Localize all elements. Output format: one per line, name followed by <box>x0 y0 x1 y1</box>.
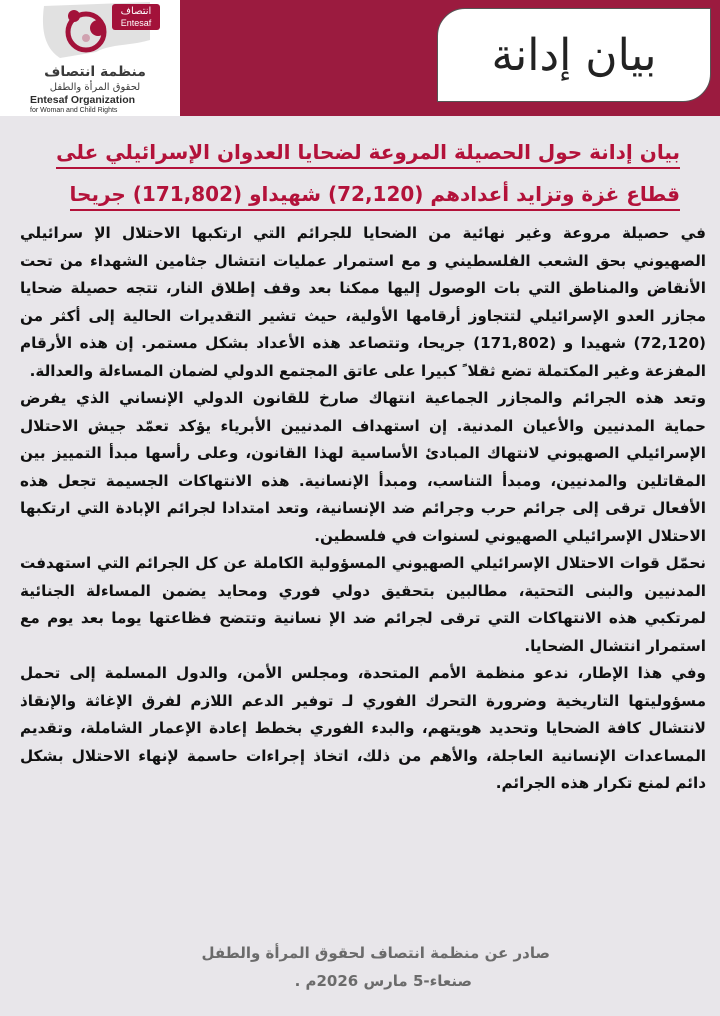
page-header <box>0 0 720 116</box>
logo-badge-ar: انتصاف <box>120 6 152 17</box>
body-paragraph-3: نحمّل قوات الاحتلال الإسرائيلي الصهيوني المسؤولية الكاملة عن كل الجرائم التي استهدفت المدنيين والبنى التحتية، مطالبين بتحقيق دولي فوري ومحايد يضمن المساءلة الجنائية لمرتكبي هذه الانتهاكات التي ترقى لجرائم ضد الإ نسانية وتتضح فظاعتها يوما بعد يوم مع استمرار انتشال الضحايا. <box>20 554 706 655</box>
headline-line-2: قطاع غزة وتزايد أعدادهم (72,120) شهيداو (171,802) جريحا <box>20 173 680 215</box>
date-line: صنعاء-5 مارس 2026م . <box>294 972 472 990</box>
logo-subtitle-arabic: لحقوق المرأة والطفل <box>49 82 141 93</box>
header-banner <box>180 0 720 116</box>
page-title: بيان إدانة <box>491 29 657 81</box>
logo-badge-en: Entesaf <box>120 18 152 28</box>
headline-line-1: بيان إدانة حول الحصيلة المروعة لضحايا العدوان الإسرائيلي على <box>20 131 680 173</box>
logo-subtitle-english: for Woman and Child Rights <box>30 107 118 114</box>
body-paragraph-2: وتعد هذه الجرائم والمجازر الجماعية انتهاك صارخ للقانون الدولي الإنساني الذي يفرض حماية المدنيين والأعيان المدنية. إن استهداف المدنيين الأبرياء يؤكد تعمّد جيش الاحتلال الإسرائيلي الصهيوني لانتهاك المبادئ الأساسية لهذا القانون، وعلى رأسها مبدأ التمييز بين المقاتلين والمدنيين، ومبدأ التناسب، ومبدأ الإنسانية. هذه الانتهاكات الجسيمة تجعل هذه الأفعال ترقى إلى جرائم حرب وجرائم ضد الإنسانية، وتعد امتدادا لجرائم الإبادة التي ارتكبها الاحتلال الإسرائيلي الصهيوني لسنوات في فلسطين. <box>20 389 706 545</box>
body-paragraph-4: وفي هذا الإطار، ندعو منظمة الأمم المتحدة، ومجلس الأمن، والدول المسلمة إلى تحمل مسؤوليتها التاريخية وضرورة التحرك الفوري لـ توفير الدعم اللازم لفرق الإغاثة والإنقاذ لانتشال كافة الضحايا وتحديد هويتهم، والبدء الفوري بخطط إعادة الإعمار الشاملة، وتقديم المساعدات الإنسانية العاجلة، والأهم من ذلك، اتخاذ إجراءات حاسمة لإنهاء الاحتلال بشكل دائم لمنع تكرار هذه الجرائم. <box>20 664 706 792</box>
title-box <box>437 8 711 102</box>
statement-body <box>20 220 706 798</box>
org-logo <box>0 0 180 116</box>
issuer-line: صادر عن منظمة انتصاف لحقوق المرأة والطفل <box>201 944 550 962</box>
body-paragraph-1: في حصيلة مروعة وغير نهائية من الضحايا للجرائم التي ارتكبها الاحتلال الإ سرائيلي الصهيوني بحق الشعب الفلسطيني و مع استمرار عمليات انتشال جثامين الشهداء من تحت الأنقاض والمناطق التي بات الوصول إليها ممكنا بعد وقف إطلاق النار، تتجه حصيلة ضحايا مجازر العدو الإسرائيلي لتتجاوز أرقامها الأولية، حيث تشير التقديرات الحالية إلى أكثر من (72,120) شهيدا و (171,802) جريحا، وتتصاعد هذه الأعداد بشكل مستمر. إن هذه الأرقام المفزعة وغير المكتملة تضع ثقلا ً كبيرا على عاتق المجتمع الدولي لضمان المساءلة والعدالة. <box>20 224 706 380</box>
logo-name-arabic: منظمة انتصاف <box>44 64 146 80</box>
statement-headline <box>20 131 680 215</box>
logo-name-english: Entesaf Organization <box>30 94 136 106</box>
